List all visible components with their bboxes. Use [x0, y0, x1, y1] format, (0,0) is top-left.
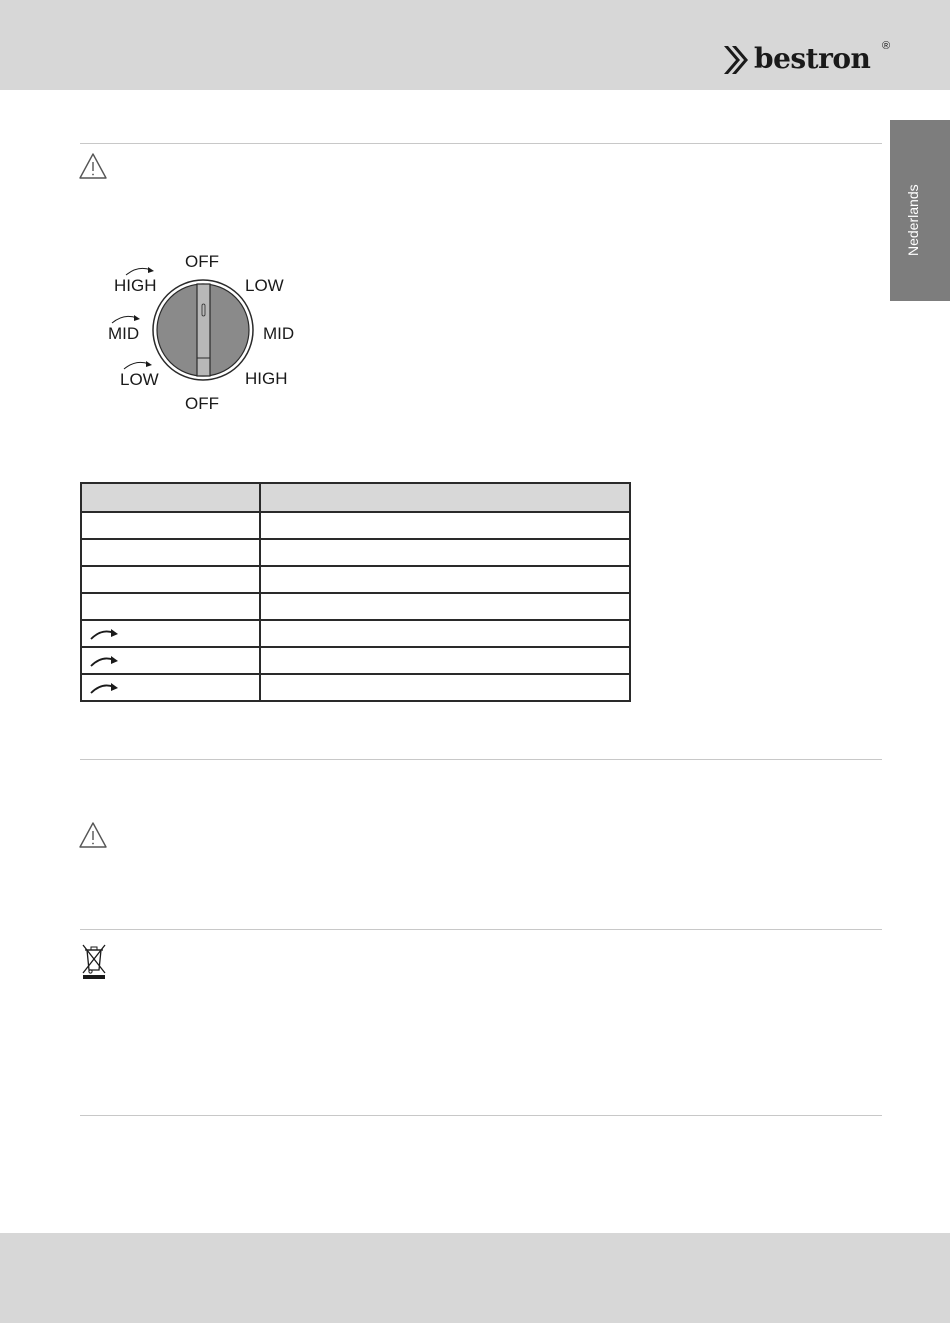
dial-label-high-left: HIGH: [114, 276, 157, 295]
section-divider: [80, 1115, 882, 1116]
section-divider: [80, 759, 882, 760]
warning-triangle-icon: [78, 821, 108, 849]
dial-label-off-top: OFF: [185, 252, 219, 271]
dial-label-high-right: HIGH: [245, 369, 288, 388]
table-cell-description: [260, 647, 630, 674]
registered-mark: ®: [882, 40, 891, 52]
dial-label-mid-right: MID: [263, 324, 295, 343]
section-divider: [80, 143, 882, 144]
rotation-arrow-icon: [88, 654, 120, 668]
dial-label-mid-left: MID: [108, 324, 140, 343]
table-row: [81, 566, 630, 593]
logo-chevrons-icon: [722, 42, 752, 78]
section-divider: [80, 929, 882, 930]
page-footer-band: [0, 1233, 950, 1323]
dial-label-low-right: LOW: [245, 276, 284, 295]
table-cell-setting: [81, 647, 260, 674]
column-header-setting: [81, 483, 260, 512]
oscillate-arrow-icon: [122, 359, 154, 371]
table-cell-description: [260, 620, 630, 647]
table-row: [81, 539, 630, 566]
table-cell-setting: [81, 512, 260, 539]
table-cell-description: [260, 566, 630, 593]
table-cell-setting: [81, 539, 260, 566]
table-cell-description: [260, 593, 630, 620]
language-tab-label: Nederlands: [905, 184, 921, 256]
oscillate-arrow-icon: [110, 313, 142, 325]
rotation-arrow-icon: [88, 627, 120, 641]
brand-logo: [722, 40, 892, 80]
column-header-description: [260, 483, 630, 512]
dial-label-off-bottom: OFF: [185, 394, 219, 413]
table-cell-description: [260, 674, 630, 701]
table-row: [81, 620, 630, 647]
table-row: [81, 674, 630, 701]
control-dial-diagram: [100, 246, 310, 418]
table-header-row: [81, 483, 630, 512]
table-cell-setting: [81, 593, 260, 620]
logo-wordmark: bestron: [754, 42, 871, 75]
settings-table: [80, 482, 631, 702]
oscillate-arrow-icon: [124, 265, 156, 277]
table-cell-setting: [81, 620, 260, 647]
table-cell-setting: [81, 674, 260, 701]
table-cell-description: [260, 512, 630, 539]
table-row: [81, 512, 630, 539]
crossed-out-wheelie-bin-icon: [80, 942, 108, 980]
table-cell-setting: [81, 566, 260, 593]
rotation-arrow-icon: [88, 681, 120, 695]
table-row: [81, 593, 630, 620]
warning-triangle-icon: [78, 152, 108, 180]
table-cell-description: [260, 539, 630, 566]
dial-label-low-left: LOW: [120, 370, 159, 389]
table-row: [81, 647, 630, 674]
